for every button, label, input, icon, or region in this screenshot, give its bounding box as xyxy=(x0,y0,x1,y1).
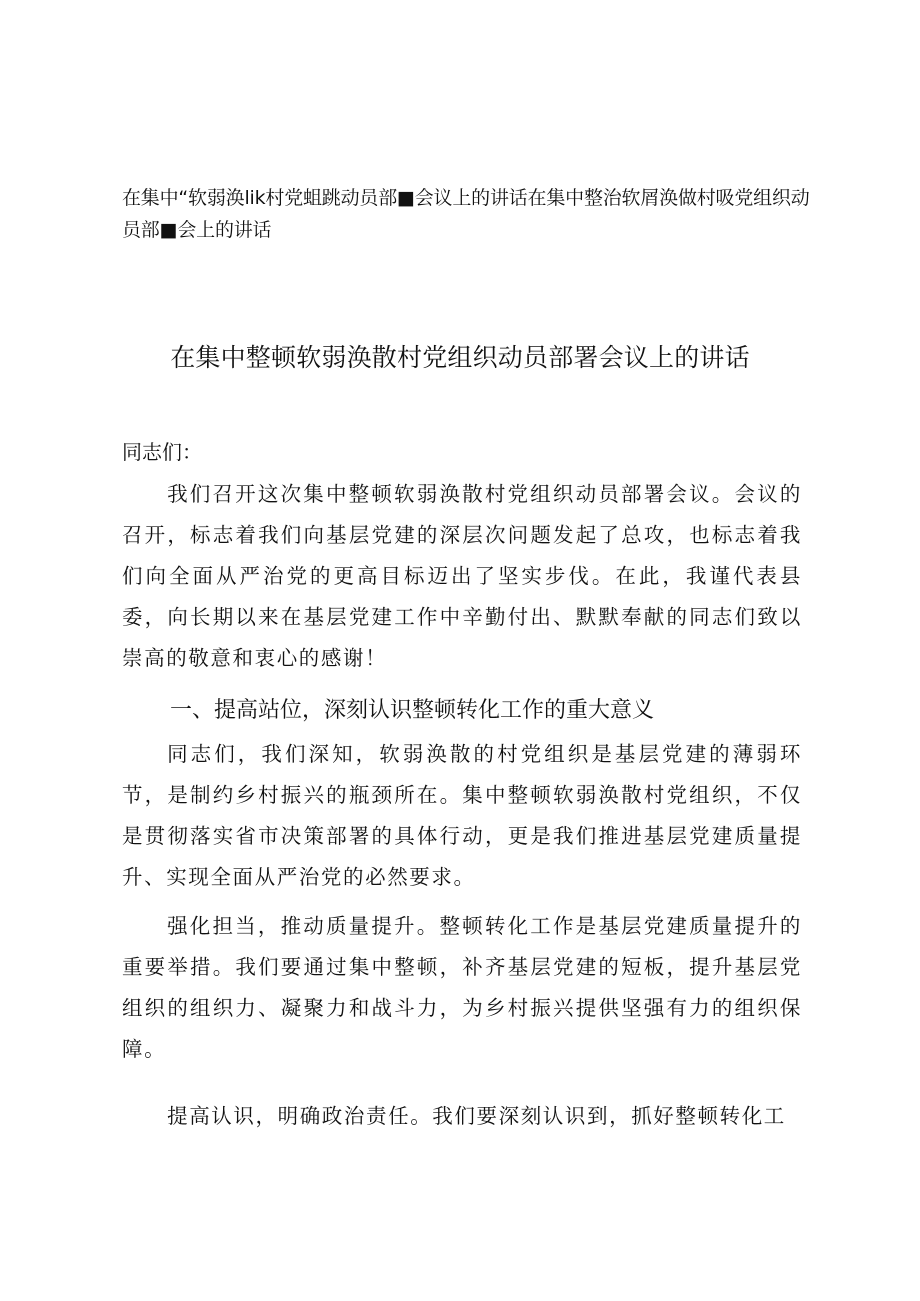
section-heading: 一、提高站位，深刻认识整顿转化工作的重大意义 xyxy=(170,698,655,723)
document-title: 在集中整顿软弱涣散村党组织动员部署会议上的讲话 xyxy=(170,343,750,372)
paragraph-text: 我们召开这次集中整顿软弱涣散村党组织动员部署会议。会议的召开，标志着我们向基层党建的深层次问题发起了总攻，也标志着我们向全面从严治党的更高目标迈出了坚实步伐。在此，我谨代表县委，向长期以来在基层党建工作中辛勤付出、默默奉献的同志们致以崇高的敬意和衷心的感谢！ xyxy=(122,482,802,670)
document-header: 在集中“软弱涣lik村党蛆跳动员部■会议上的讲话在集中整治软屑涣做村吸党组织动员部■会上的讲话 xyxy=(122,187,810,241)
paragraph-text: 强化担当，推动质量提升。整顿转化工作是基层党建质量提升的重要举措。我们要通过集中整顿，补齐基层党建的短板，提升基层党组织的组织力、凝聚力和战斗力，为乡村振兴提供坚强有力的组织保障。 xyxy=(122,914,802,1061)
paragraph-text: 同志们，我们深知，软弱涣散的村党组织是基层党建的薄弱环节，是制约乡村振兴的瓶颈所在。集中整顿软弱涣散村党组织，不仅是贯彻落实省市决策部署的具体行动，更是我们推进基层党建质量提升、实现全面从严治党的必然要求。 xyxy=(122,742,802,889)
paragraph-intro xyxy=(122,474,802,679)
paragraph-quality xyxy=(122,906,802,1070)
paragraph-significance xyxy=(122,734,802,898)
paragraph-responsibility xyxy=(122,1096,802,1137)
paragraph-text: 提高认识，明确政治责任。我们要深刻认识到，抓好整顿转化工 xyxy=(167,1104,786,1128)
salutation: 同志们： xyxy=(122,440,202,464)
